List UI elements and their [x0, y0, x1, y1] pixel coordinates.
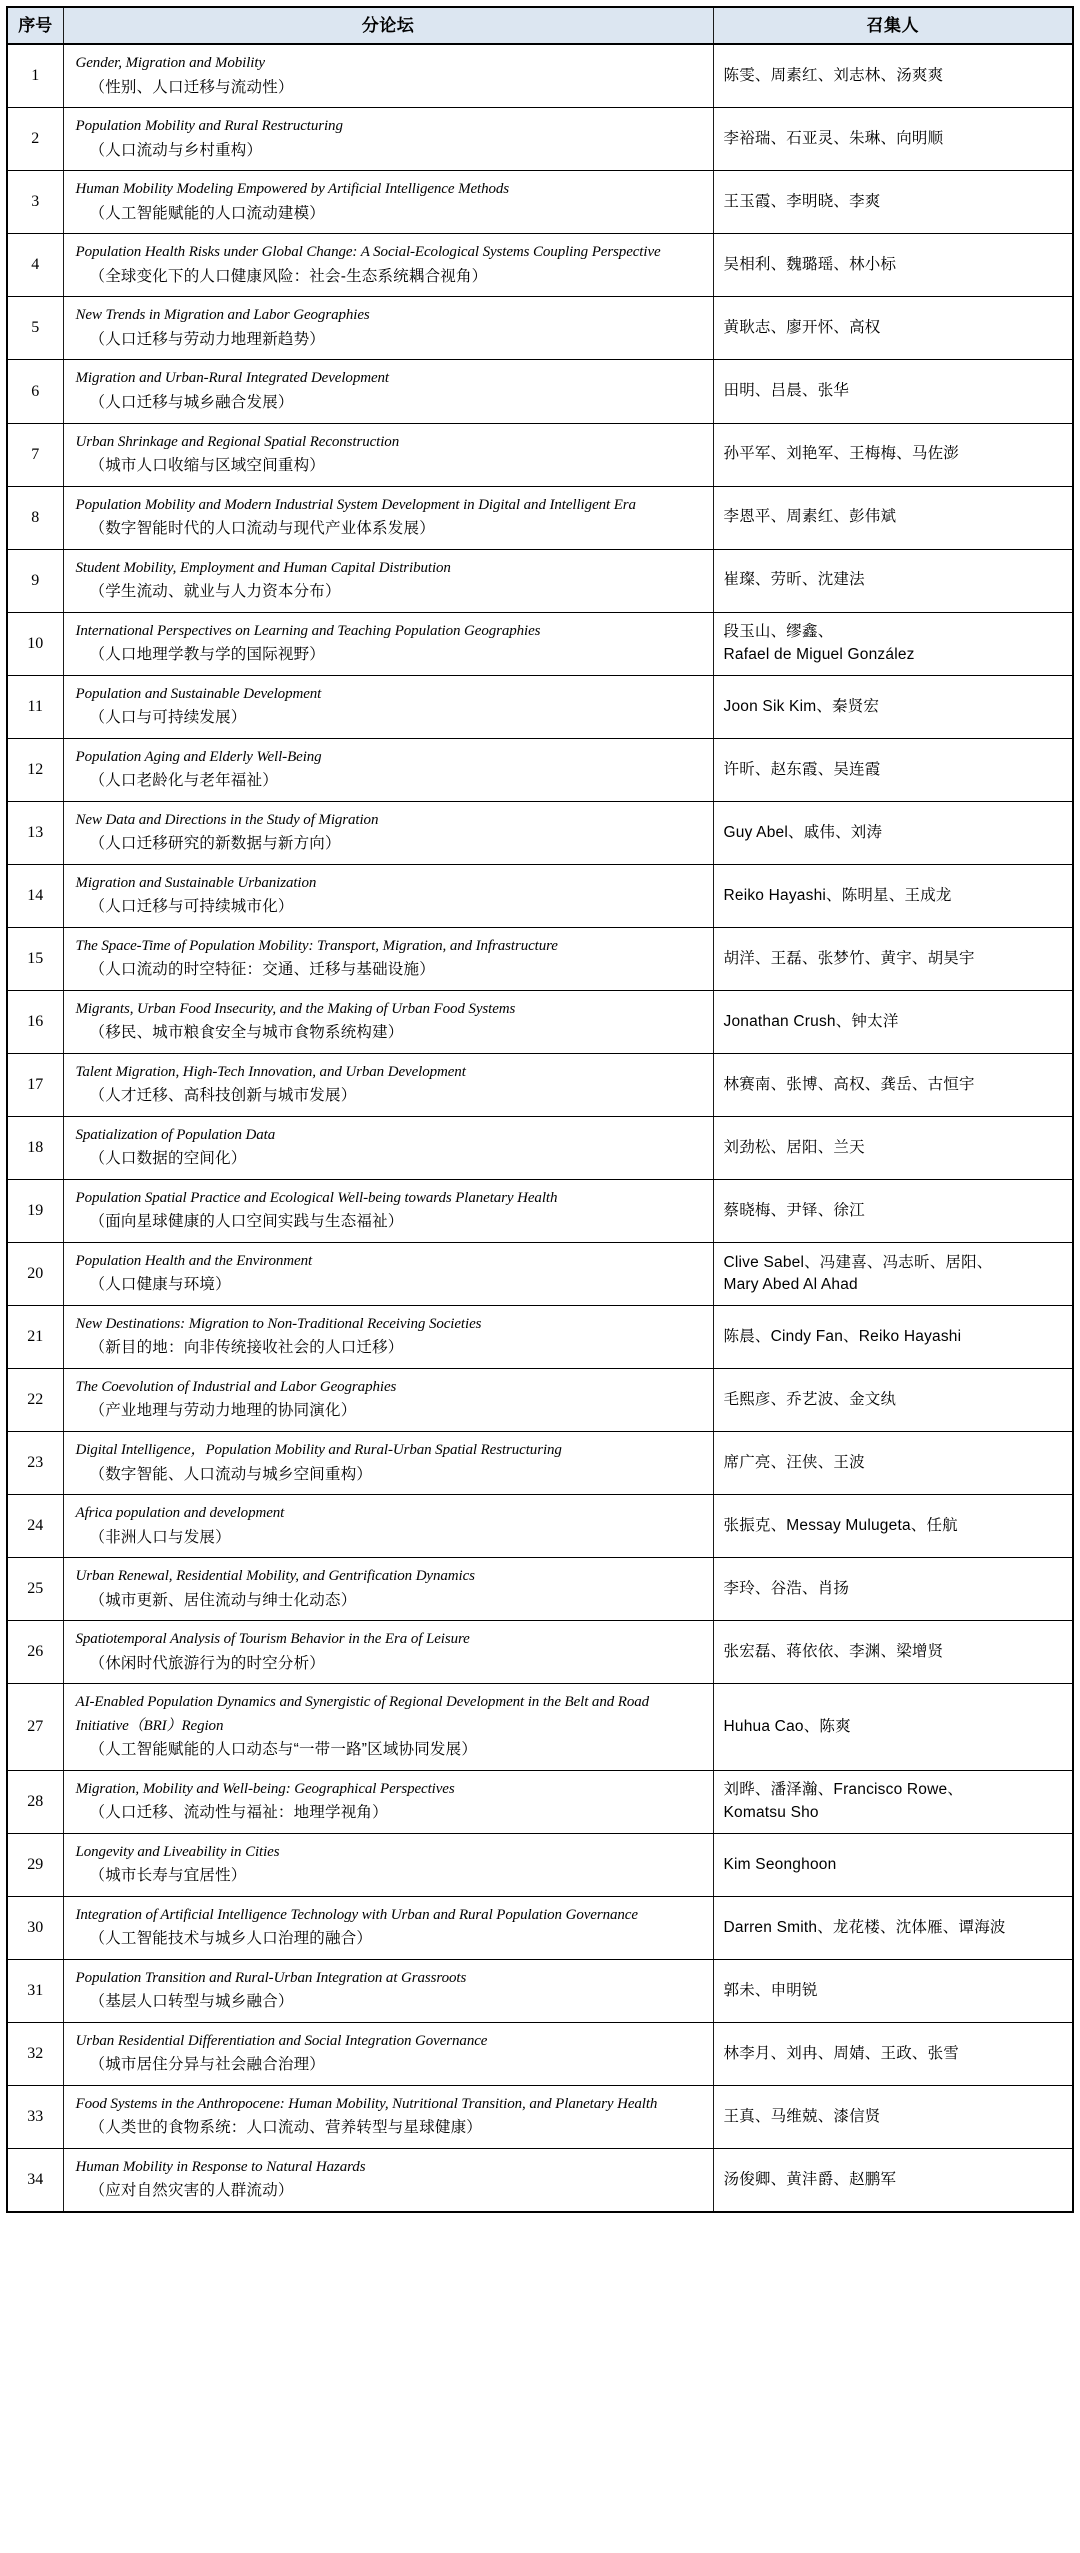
- convener-cell: [713, 1243, 1073, 1306]
- forum-title-zh: （人口老龄化与老年福祉）: [89, 772, 278, 790]
- convener-cell: [713, 1684, 1073, 1770]
- convener-line: 林赛南、张博、高权、龚岳、古恒宇: [723, 1075, 975, 1093]
- forum-title-cell: [63, 738, 713, 801]
- convener-cell: [713, 423, 1073, 486]
- row-index-cell: 14: [7, 864, 63, 927]
- table-row: [7, 44, 1073, 108]
- row-index-cell: 20: [7, 1243, 63, 1306]
- row-index-cell: 15: [7, 927, 63, 990]
- table-row: [7, 2149, 1073, 2213]
- row-index-cell: 2: [7, 108, 63, 171]
- convener-line: 席广亮、汪侠、王波: [723, 1454, 865, 1472]
- convener-cell: [713, 738, 1073, 801]
- forum-title-en: New Destinations: Migration to Non-Traditional Receiving Societies: [75, 1316, 482, 1333]
- forum-title-zh: （人类世的食物系统：人口流动、营养转型与星球健康）: [89, 2119, 483, 2137]
- forum-title-cell: [63, 990, 713, 1053]
- forum-title-zh: （人口迁移与劳动力地理新趋势）: [89, 330, 326, 348]
- forum-title-zh: （城市更新、居住流动与绅士化动态）: [89, 1591, 357, 1609]
- table-row: [7, 1495, 1073, 1558]
- convener-line: 李裕瑞、石亚灵、朱琳、向明顺: [723, 130, 944, 148]
- convener-line: 段玉山、缪鑫、: [723, 623, 834, 641]
- row-index-cell: 16: [7, 990, 63, 1053]
- convener-line: 郭未、申明锐: [723, 1981, 818, 1999]
- convener-line: Huhua Cao、陈爽: [723, 1717, 851, 1735]
- convener-cell: [713, 1117, 1073, 1180]
- table-row: [7, 1432, 1073, 1495]
- forum-title-cell: [63, 927, 713, 990]
- convener-line: 王真、马维兢、漆信贤: [723, 2107, 881, 2125]
- table-row: [7, 738, 1073, 801]
- convener-cell: [713, 2149, 1073, 2213]
- table-row: [7, 234, 1073, 297]
- table-row: [7, 801, 1073, 864]
- convener-cell: [713, 549, 1073, 612]
- convener-line: 许昕、赵东霞、吴连霞: [723, 760, 881, 778]
- forum-title-zh: （人口地理学教与学的国际视野）: [89, 645, 326, 663]
- forum-title-zh: （非洲人口与发展）: [89, 1528, 231, 1546]
- forum-title-zh: （学生流动、就业与人力资本分布）: [89, 582, 341, 600]
- convener-line: 刘晔、潘泽瀚、Francisco Rowe、: [723, 1781, 964, 1799]
- forum-title-cell: [63, 1306, 713, 1369]
- table-row: [7, 990, 1073, 1053]
- forum-title-zh: （人工智能赋能的人口流动建模）: [89, 204, 326, 222]
- forum-title-en: Integration of Artificial Intelligence Technology with Urban and Rural Population Governance: [75, 1906, 638, 1923]
- row-index-cell: 3: [7, 171, 63, 234]
- forum-title-zh: （城市居住分异与社会融合治理）: [89, 2056, 326, 2074]
- convener-cell: [713, 1180, 1073, 1243]
- row-index-cell: 1: [7, 44, 63, 108]
- table-row: [7, 1243, 1073, 1306]
- forum-title-en: Human Mobility Modeling Empowered by Artificial Intelligence Methods: [75, 181, 510, 198]
- forum-title-zh: （人工智能赋能的人口动态与“一带一路”区域协同发展）: [89, 1740, 478, 1758]
- forum-title-zh: （人口流动的时空特征：交通、迁移与基础设施）: [89, 961, 435, 979]
- table-header: [7, 7, 1073, 44]
- row-index-cell: 24: [7, 1495, 63, 1558]
- convener-line: Clive Sabel、冯建喜、冯志昕、居阳、: [723, 1253, 993, 1271]
- forum-title-cell: [63, 1054, 713, 1117]
- forum-title-en: Migration and Sustainable Urbanization: [75, 874, 317, 891]
- convener-cell: [713, 360, 1073, 423]
- row-index-cell: 6: [7, 360, 63, 423]
- convener-line: 汤俊卿、黄沣爵、赵鹏军: [723, 2170, 897, 2188]
- forum-title-zh: （人口健康与环境）: [89, 1276, 231, 1294]
- convener-line: 田明、吕晨、张华: [723, 382, 850, 400]
- column-header-forum: 分论坛: [63, 7, 713, 44]
- table-row: [7, 1306, 1073, 1369]
- table-row: [7, 1369, 1073, 1432]
- row-index-cell: 5: [7, 297, 63, 360]
- forum-title-cell: [63, 1684, 713, 1770]
- convener-line: 陈雯、周素红、刘志林、汤爽爽: [723, 67, 944, 85]
- convener-cell: [713, 1558, 1073, 1621]
- forum-title-zh: （全球变化下的人口健康风险：社会-生态系统耦合视角）: [89, 267, 488, 285]
- convener-line: Darren Smith、龙花楼、沈体雁、谭海波: [723, 1918, 1006, 1936]
- forum-title-en: The Coevolution of Industrial and Labor Geographies: [75, 1379, 397, 1396]
- forum-title-cell: [63, 1896, 713, 1959]
- forum-title-en: Food Systems in the Anthropocene: Human Mobility, Nutritional Transition, and Planetary Health: [75, 2096, 658, 2112]
- convener-line: Kim Seonghoon: [723, 1855, 837, 1873]
- convener-cell: [713, 801, 1073, 864]
- convener-cell: [713, 1369, 1073, 1432]
- forum-title-en: New Data and Directions in the Study of Migration: [75, 811, 379, 828]
- forum-title-zh: （数字智能时代的人口流动与现代产业体系发展）: [89, 519, 435, 537]
- convener-cell: [713, 108, 1073, 171]
- convener-line: 刘劲松、居阳、兰天: [723, 1138, 865, 1156]
- convener-line: 王玉霞、李明晓、李爽: [723, 193, 881, 211]
- forum-title-cell: [63, 44, 713, 108]
- table-row: [7, 1180, 1073, 1243]
- table-row: [7, 864, 1073, 927]
- forum-title-en: New Trends in Migration and Labor Geographies: [75, 307, 370, 324]
- row-index-cell: 9: [7, 549, 63, 612]
- forum-title-zh: （人口数据的空间化）: [89, 1150, 247, 1168]
- convener-line: 张宏磊、蒋依依、李渊、梁增贤: [723, 1643, 944, 1661]
- forum-title-en: Spatialization of Population Data: [75, 1127, 276, 1144]
- forum-title-zh: （人口迁移、流动性与福祉：地理学视角）: [89, 1804, 388, 1822]
- table-header-row: [7, 7, 1073, 44]
- table-row: [7, 1959, 1073, 2022]
- convener-cell: [713, 234, 1073, 297]
- convener-line: 毛熙彦、乔艺波、金文纨: [723, 1391, 897, 1409]
- forum-title-zh: （人口迁移与城乡融合发展）: [89, 393, 294, 411]
- row-index-cell: 28: [7, 1770, 63, 1833]
- table-row: [7, 1621, 1073, 1684]
- forum-title-en: Spatiotemporal Analysis of Tourism Behavior in the Era of Leisure: [75, 1631, 470, 1648]
- convener-cell: [713, 44, 1073, 108]
- forum-title-zh: （人口与可持续发展）: [89, 708, 247, 726]
- forum-title-zh: （人口流动与乡村重构）: [89, 141, 263, 159]
- convener-line: 蔡晓梅、尹铎、徐江: [723, 1201, 865, 1219]
- convener-line: Joon Sik Kim、秦贤宏: [723, 697, 880, 715]
- convener-cell: [713, 1770, 1073, 1833]
- forum-title-cell: [63, 1432, 713, 1495]
- forum-title-en: Population Transition and Rural-Urban Integration at Grassroots: [75, 1969, 467, 1986]
- convener-line: Mary Abed Al Ahad: [723, 1276, 858, 1294]
- forum-title-cell: [63, 1833, 713, 1896]
- convener-cell: [713, 486, 1073, 549]
- row-index-cell: 30: [7, 1896, 63, 1959]
- forum-title-en: Longevity and Liveability in Cities: [75, 1843, 280, 1860]
- convener-cell: [713, 2022, 1073, 2085]
- forum-title-cell: [63, 234, 713, 297]
- table-row: [7, 1117, 1073, 1180]
- row-index-cell: 23: [7, 1432, 63, 1495]
- column-header-convener: 召集人: [713, 7, 1073, 44]
- forum-title-en: Population Mobility and Rural Restructuring: [75, 118, 343, 135]
- forum-title-en: Africa population and development: [75, 1505, 285, 1522]
- convener-cell: [713, 2086, 1073, 2149]
- forum-title-cell: [63, 360, 713, 423]
- forum-title-en: International Perspectives on Learning and Teaching Population Geographies: [75, 622, 541, 639]
- forum-title-cell: [63, 1558, 713, 1621]
- convener-line: Jonathan Crush、钟太洋: [723, 1012, 899, 1030]
- row-index-cell: 8: [7, 486, 63, 549]
- row-index-cell: 27: [7, 1684, 63, 1770]
- row-index-cell: 21: [7, 1306, 63, 1369]
- convener-line: 胡洋、王磊、张梦竹、黄宇、胡昊宇: [723, 949, 975, 967]
- convener-line: 李玲、谷浩、肖扬: [723, 1580, 850, 1598]
- convener-line: 李恩平、周素红、彭伟斌: [723, 508, 897, 526]
- forum-title-zh: （城市人口收缩与区域空间重构）: [89, 456, 326, 474]
- table-row: [7, 486, 1073, 549]
- forum-title-zh: （面向星球健康的人口空间实践与生态福祉）: [89, 1213, 404, 1231]
- table-row: [7, 360, 1073, 423]
- row-index-cell: 10: [7, 612, 63, 675]
- convener-cell: [713, 1896, 1073, 1959]
- convener-cell: [713, 171, 1073, 234]
- table-row: [7, 1770, 1073, 1833]
- table-row: [7, 1054, 1073, 1117]
- forum-title-cell: [63, 171, 713, 234]
- forum-title-en: Migration, Mobility and Well-being: Geographical Perspectives: [75, 1780, 455, 1797]
- convener-cell: [713, 612, 1073, 675]
- forum-title-cell: [63, 297, 713, 360]
- row-index-cell: 34: [7, 2149, 63, 2213]
- convener-line: 张振克、Messay Mulugeta、任航: [723, 1517, 958, 1535]
- convener-line: Guy Abel、戚伟、刘涛: [723, 823, 883, 841]
- row-index-cell: 4: [7, 234, 63, 297]
- forum-title-en: AI-Enabled Population Dynamics and Synergistic of Regional Development in the Belt and Road Initiative（BRI）Region: [75, 1694, 650, 1734]
- forum-title-cell: [63, 801, 713, 864]
- convener-cell: [713, 1054, 1073, 1117]
- convener-line: 吴相利、魏璐瑶、林小标: [723, 256, 897, 274]
- row-index-cell: 13: [7, 801, 63, 864]
- forum-title-en: Urban Renewal, Residential Mobility, and Gentrification Dynamics: [75, 1568, 475, 1585]
- forum-title-cell: [63, 108, 713, 171]
- forum-title-zh: （城市长寿与宜居性）: [89, 1867, 247, 1885]
- forum-title-zh: （数字智能、人口流动与城乡空间重构）: [89, 1465, 373, 1483]
- table-row: [7, 1558, 1073, 1621]
- table-row: [7, 171, 1073, 234]
- forum-title-cell: [63, 549, 713, 612]
- forum-title-cell: [63, 1959, 713, 2022]
- convener-cell: [713, 1306, 1073, 1369]
- convener-line: Komatsu Sho: [723, 1803, 819, 1821]
- convener-line: Rafael de Miguel González: [723, 645, 915, 663]
- forum-title-en: Migrants, Urban Food Insecurity, and the Making of Urban Food Systems: [75, 1000, 516, 1017]
- table-row: [7, 297, 1073, 360]
- convener-cell: [713, 1495, 1073, 1558]
- convener-line: Reiko Hayashi、陈明星、王成龙: [723, 886, 952, 904]
- forum-title-cell: [63, 2022, 713, 2085]
- forum-title-cell: [63, 612, 713, 675]
- forum-table: [6, 6, 1074, 2213]
- forum-title-cell: [63, 1117, 713, 1180]
- forum-title-zh: （基层人口转型与城乡融合）: [89, 1993, 294, 2011]
- convener-cell: [713, 1432, 1073, 1495]
- row-index-cell: 32: [7, 2022, 63, 2085]
- forum-title-en: Population Health Risks under Global Change: A Social-Ecological Systems Coupling Perspective: [75, 244, 661, 261]
- forum-title-en: Urban Shrinkage and Regional Spatial Reconstruction: [75, 433, 400, 450]
- forum-title-zh: （人才迁移、高科技创新与城市发展）: [89, 1087, 357, 1105]
- table-row: [7, 2022, 1073, 2085]
- forum-title-en: Student Mobility, Employment and Human Capital Distribution: [75, 559, 451, 576]
- forum-title-zh: （人工智能技术与城乡人口治理的融合）: [89, 1930, 373, 1948]
- forum-title-en: Urban Residential Differentiation and Social Integration Governance: [75, 2032, 488, 2049]
- forum-title-cell: [63, 2086, 713, 2149]
- forum-title-en: The Space-Time of Population Mobility: Transport, Migration, and Infrastructure: [75, 937, 558, 954]
- forum-title-en: Migration and Urban-Rural Integrated Development: [75, 370, 389, 387]
- convener-cell: [713, 864, 1073, 927]
- convener-cell: [713, 927, 1073, 990]
- convener-cell: [713, 1959, 1073, 2022]
- forum-title-zh: （产业地理与劳动力地理的协同演化）: [89, 1402, 357, 1420]
- forum-title-en: Digital Intelligence，Population Mobility and Rural-Urban Spatial Restructuring: [75, 1442, 562, 1459]
- row-index-cell: 18: [7, 1117, 63, 1180]
- row-index-cell: 22: [7, 1369, 63, 1432]
- table-row: [7, 2086, 1073, 2149]
- table-row: [7, 1833, 1073, 1896]
- forum-title-en: Gender, Migration and Mobility: [75, 55, 265, 72]
- forum-title-en: Population Aging and Elderly Well-Being: [75, 748, 322, 765]
- forum-title-zh: （人口迁移研究的新数据与新方向）: [89, 835, 341, 853]
- forum-title-cell: [63, 1770, 713, 1833]
- forum-title-zh: （人口迁移与可持续城市化）: [89, 898, 294, 916]
- convener-cell: [713, 1621, 1073, 1684]
- forum-title-zh: （移民、城市粮食安全与城市食物系统构建）: [89, 1024, 404, 1042]
- convener-line: 林李月、刘冉、周婧、王政、张雪: [723, 2044, 960, 2062]
- forum-title-zh: （新目的地：向非传统接收社会的人口迁移）: [89, 1339, 404, 1357]
- table-row: [7, 927, 1073, 990]
- table-row: [7, 549, 1073, 612]
- forum-title-en: Human Mobility in Response to Natural Hazards: [75, 2159, 366, 2176]
- convener-line: 孙平军、刘艳军、王梅梅、马佐澎: [723, 445, 960, 463]
- row-index-cell: 12: [7, 738, 63, 801]
- forum-title-en: Population Health and the Environment: [75, 1253, 313, 1270]
- convener-cell: [713, 1833, 1073, 1896]
- row-index-cell: 33: [7, 2086, 63, 2149]
- forum-title-en: Population Spatial Practice and Ecological Well-being towards Planetary Health: [75, 1190, 558, 1207]
- forum-title-cell: [63, 423, 713, 486]
- row-index-cell: 17: [7, 1054, 63, 1117]
- row-index-cell: 7: [7, 423, 63, 486]
- forum-title-cell: [63, 1369, 713, 1432]
- forum-title-en: Population Mobility and Modern Industrial System Development in Digital and Intelligent Era: [75, 496, 636, 513]
- table-row: [7, 612, 1073, 675]
- forum-title-cell: [63, 864, 713, 927]
- convener-line: 陈晨、Cindy Fan、Reiko Hayashi: [723, 1327, 962, 1345]
- forum-title-cell: [63, 1621, 713, 1684]
- forum-title-zh: （休闲时代旅游行为的时空分析）: [89, 1654, 326, 1672]
- column-header-index: 序号: [7, 7, 63, 44]
- forum-title-cell: [63, 675, 713, 738]
- table-row: [7, 108, 1073, 171]
- row-index-cell: 26: [7, 1621, 63, 1684]
- row-index-cell: 31: [7, 1959, 63, 2022]
- convener-line: 黄耿志、廖开怀、高权: [723, 319, 881, 337]
- row-index-cell: 11: [7, 675, 63, 738]
- forum-title-zh: （应对自然灾害的人群流动）: [89, 2182, 294, 2200]
- table-row: [7, 1896, 1073, 1959]
- table-row: [7, 1684, 1073, 1770]
- forum-title-cell: [63, 1180, 713, 1243]
- forum-title-cell: [63, 1243, 713, 1306]
- forum-title-cell: [63, 2149, 713, 2213]
- row-index-cell: 25: [7, 1558, 63, 1621]
- forum-title-zh: （性别、人口迁移与流动性）: [89, 78, 294, 96]
- convener-cell: [713, 297, 1073, 360]
- convener-line: 崔璨、劳昕、沈建法: [723, 571, 865, 589]
- table-row: [7, 423, 1073, 486]
- table-body: [7, 44, 1073, 2212]
- forum-title-en: Talent Migration, High-Tech Innovation, and Urban Development: [75, 1064, 466, 1080]
- row-index-cell: 19: [7, 1180, 63, 1243]
- table-row: [7, 675, 1073, 738]
- forum-title-cell: [63, 486, 713, 549]
- row-index-cell: 29: [7, 1833, 63, 1896]
- convener-cell: [713, 675, 1073, 738]
- forum-title-cell: [63, 1495, 713, 1558]
- forum-title-en: Population and Sustainable Development: [75, 685, 322, 702]
- convener-cell: [713, 990, 1073, 1053]
